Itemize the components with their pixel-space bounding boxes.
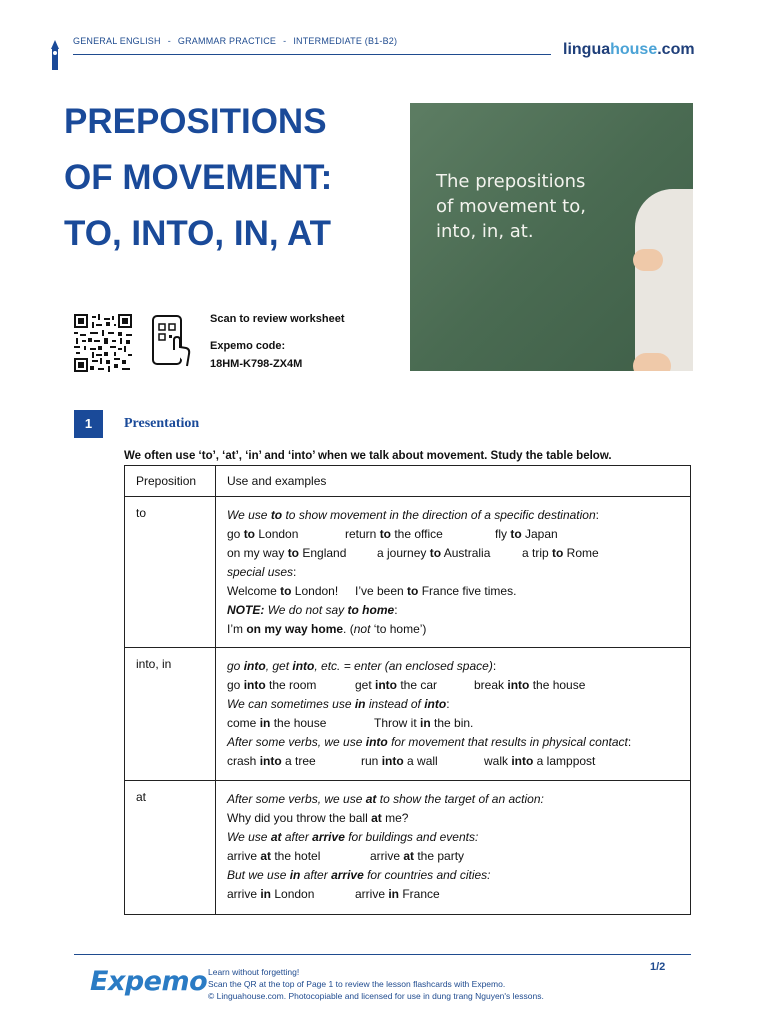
title-line: PREPOSITIONS	[64, 102, 327, 141]
chalkboard-text	[436, 169, 586, 244]
chalk-line: of movement to,	[436, 196, 586, 217]
column-header-examples: Use and examples	[216, 466, 691, 497]
footer-line: Scan the QR at the top of Page 1 to review the lesson flashcards with Expemo.	[208, 979, 506, 989]
expemo-code-value: 18HM-K798-ZX4M	[210, 358, 303, 370]
expemo-logo[interactable]: Expemo	[90, 966, 208, 997]
chalk-line: into, in, at.	[436, 221, 534, 242]
page-title	[64, 94, 394, 262]
usage-line: We can sometimes use in instead of into:	[227, 697, 450, 711]
example-line: on my way to England a journey to Australia a trip to Rome	[227, 546, 599, 560]
phone-scan-icon	[150, 314, 194, 370]
usage-line: special uses:	[227, 565, 297, 579]
example-line: Why did you throw the ball at me?	[227, 811, 409, 825]
breadcrumb-item-grade[interactable]: INTERMEDIATE (B1-B2)	[293, 36, 398, 46]
brand-part-tld: .com	[657, 41, 695, 58]
teacher-figure	[635, 189, 693, 371]
examples-cell	[216, 497, 691, 648]
title-line: OF MOVEMENT:	[64, 158, 333, 197]
example-line: come in the house Throw it in the bin.	[227, 716, 474, 730]
example-line: Welcome to London! I’ve been to France five times.	[227, 584, 517, 598]
usage-line: After some verbs, we use at to show the target of an action:	[227, 792, 544, 806]
scan-instruction: Scan to review worksheet	[210, 313, 345, 325]
chalkboard-photo	[410, 103, 693, 371]
example-line: arrive at the hotel arrive at the party	[227, 849, 465, 863]
example-line: go to London return to the office fly to Japan	[227, 527, 558, 541]
note-line: NOTE: We do not say to home:	[227, 603, 398, 617]
title-line: TO, INTO, IN, AT	[64, 214, 332, 253]
example-line: crash into a tree run into a wall walk into a lamppost	[227, 754, 596, 768]
section-intro: We often use ‘to’, ‘at’, ‘in’ and ‘into’ when we talk about movement. Study the table below.	[124, 450, 612, 462]
table-row	[125, 781, 691, 915]
qr-code-icon[interactable]	[74, 314, 132, 372]
breadcrumb-separator: -	[167, 36, 171, 46]
column-header-preposition: Preposition	[125, 466, 216, 497]
preposition-cell: into, in	[125, 648, 216, 781]
examples-cell	[216, 781, 691, 915]
breadcrumb	[73, 36, 397, 46]
example-line: arrive in London arrive in France	[227, 887, 440, 901]
usage-line: go into, get into, etc. = enter (an enclosed space):	[227, 659, 497, 673]
example-line: I’m on my way home. (not ‘to home’)	[227, 622, 427, 636]
usage-line: After some verbs, we use into for movement that results in physical contact:	[227, 735, 632, 749]
chalk-line: The prepositions	[436, 171, 586, 192]
usage-line: We use to to show movement in the direction of a specific destination:	[227, 508, 599, 522]
examples-cell	[216, 648, 691, 781]
teacher-hand	[633, 353, 671, 371]
footer-divider	[74, 954, 691, 955]
section-title: Presentation	[124, 416, 200, 431]
table-row	[125, 648, 691, 781]
usage-line: We use at after arrive for buildings and events:	[227, 830, 479, 844]
breadcrumb-item-level[interactable]: GENERAL ENGLISH	[73, 36, 161, 46]
usage-line: But we use in after arrive for countries and cities:	[227, 868, 491, 882]
example-line: go into the room get into the car break into the house	[227, 678, 586, 692]
table-header-row	[125, 466, 691, 497]
footer-text	[208, 966, 544, 1002]
expemo-code-label: Expemo code:	[210, 340, 286, 352]
breadcrumb-separator: -	[283, 36, 287, 46]
table-row	[125, 497, 691, 648]
brand-part-accent: house	[610, 41, 658, 58]
teacher-hand	[633, 249, 663, 271]
brand-part-main: lingua	[563, 41, 611, 58]
big-ben-icon	[50, 40, 60, 70]
preposition-cell: at	[125, 781, 216, 915]
section-number-badge: 1	[74, 410, 103, 438]
preposition-cell: to	[125, 497, 216, 648]
brand-logo[interactable]	[563, 41, 695, 59]
header-divider	[73, 54, 551, 55]
page-number: 1/2	[650, 961, 666, 973]
footer-line: Learn without forgetting!	[208, 967, 300, 977]
grammar-table	[124, 465, 691, 915]
footer-line: © Linguahouse.com. Photocopiable and licensed for use in dung trang Nguyen's lessons.	[208, 991, 544, 1001]
breadcrumb-item-type[interactable]: GRAMMAR PRACTICE	[177, 36, 277, 46]
